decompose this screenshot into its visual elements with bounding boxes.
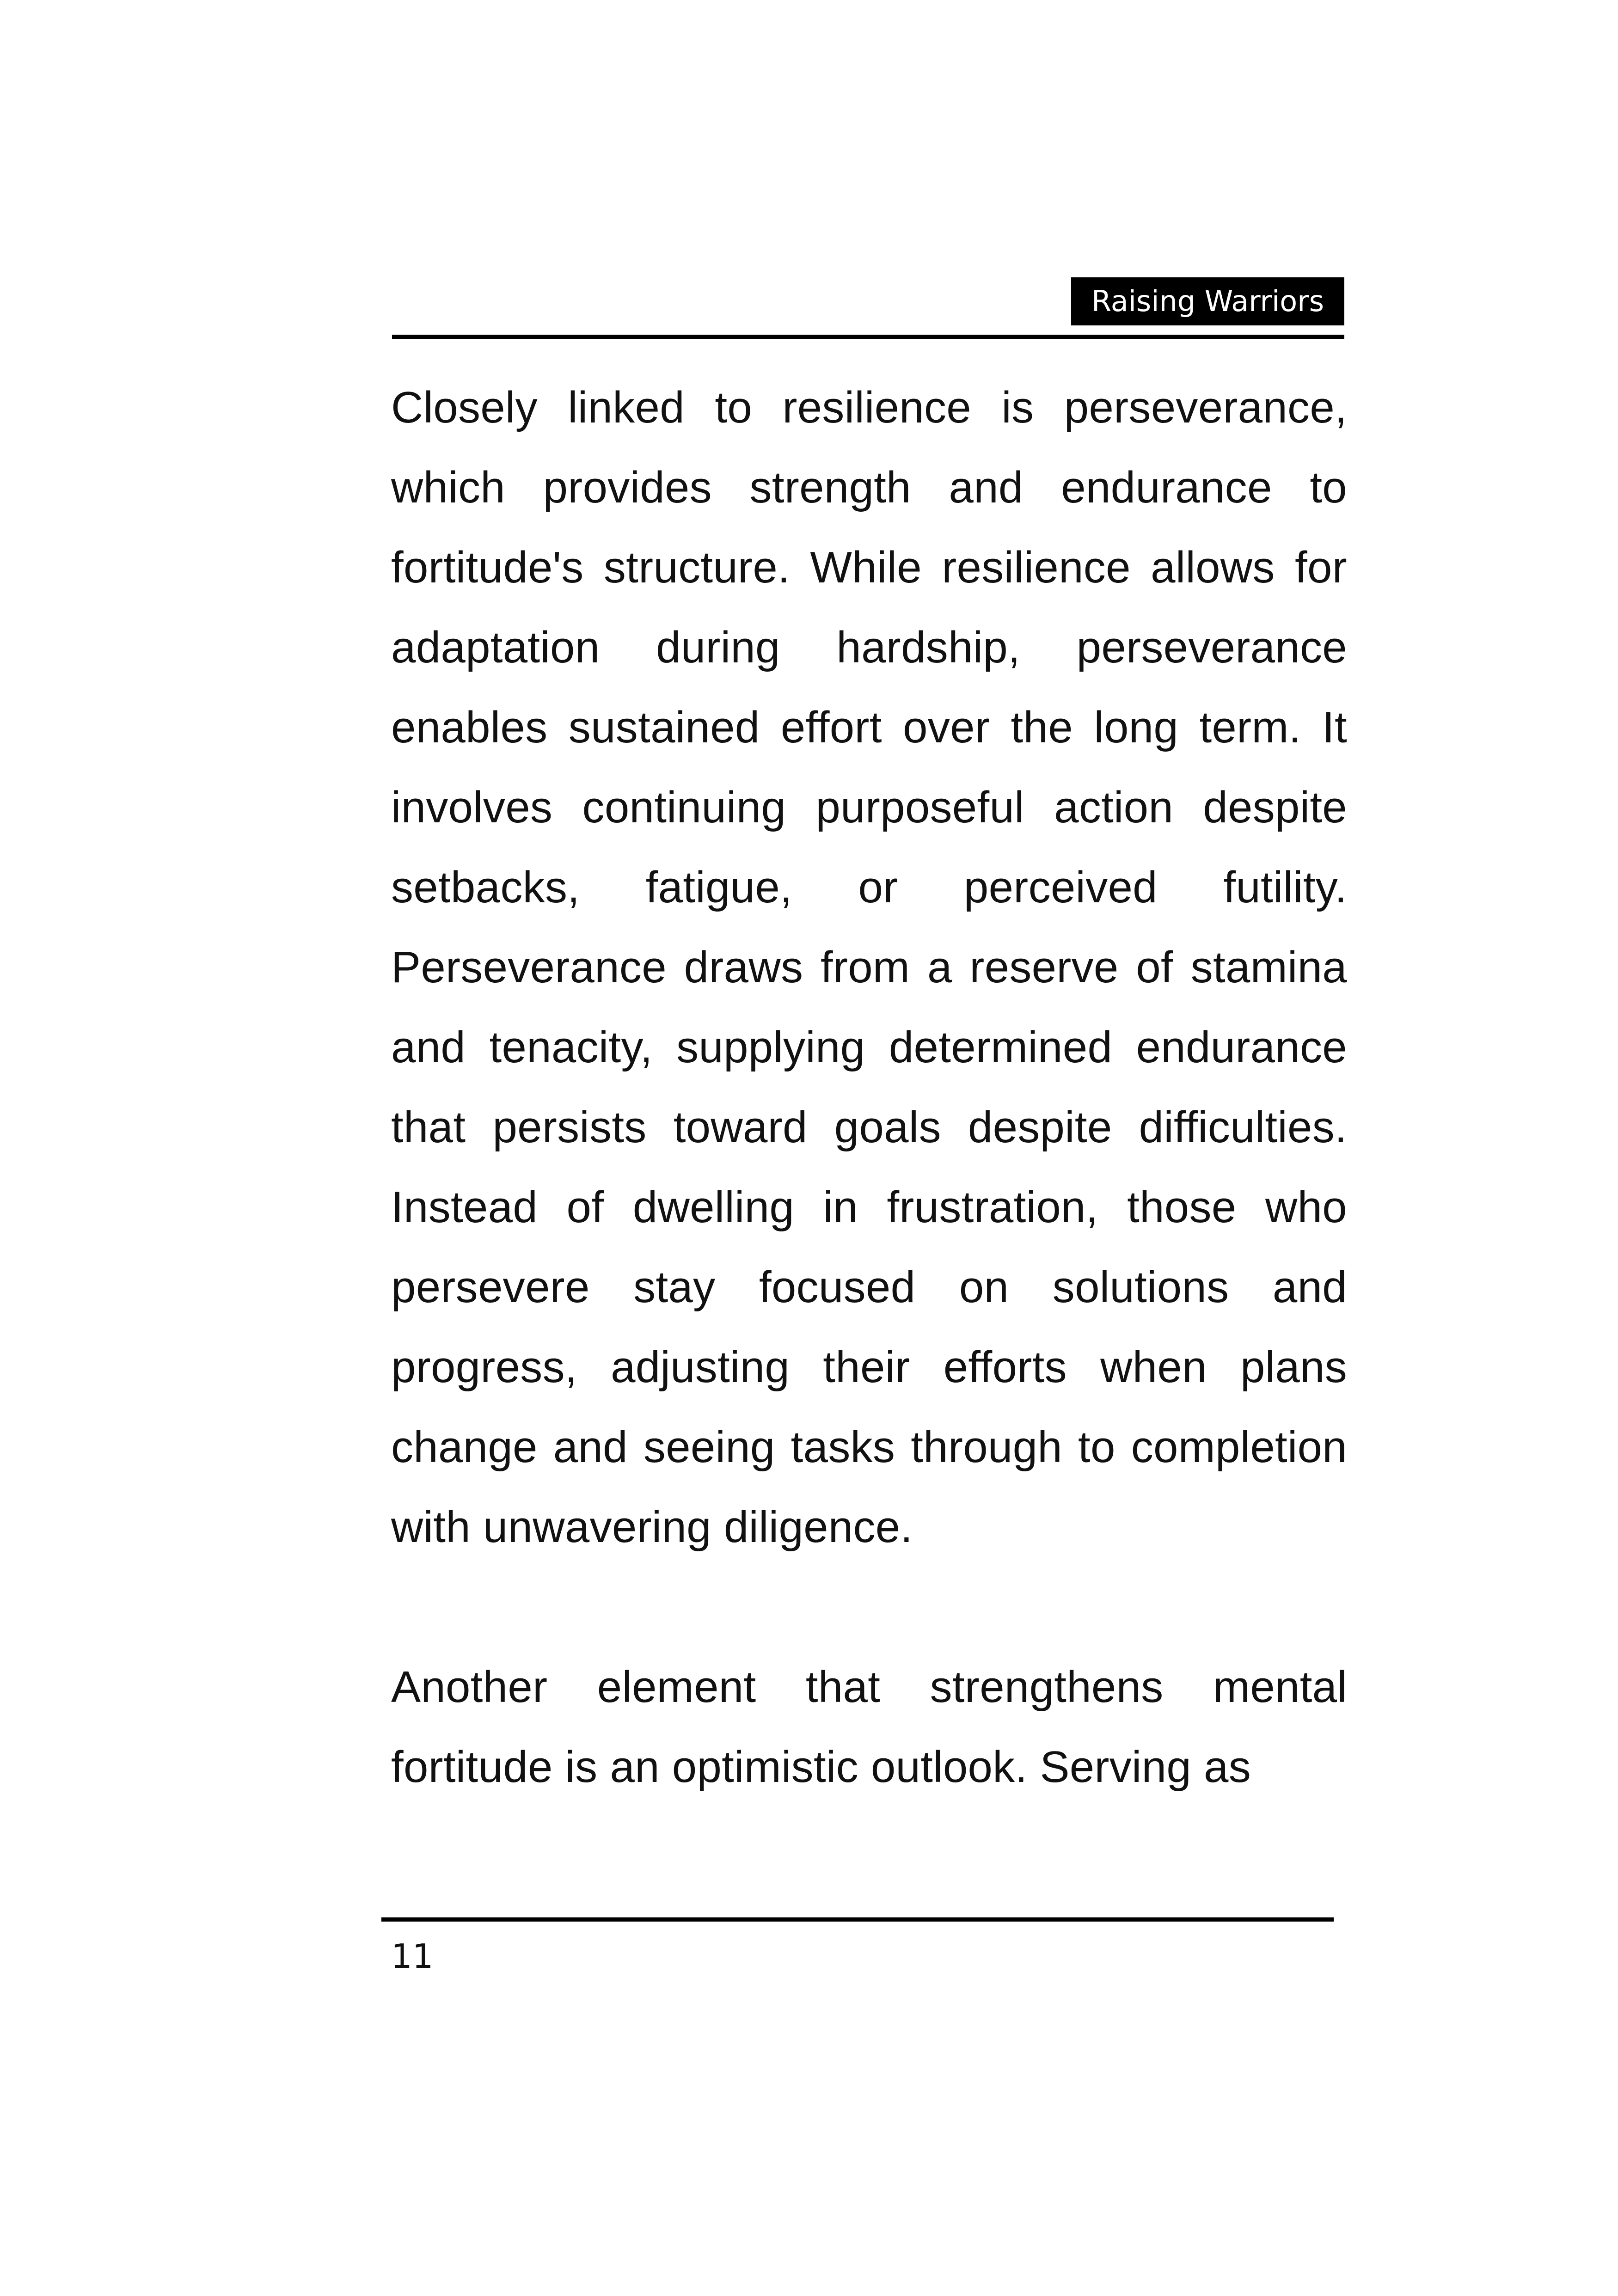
running-header	[392, 277, 1344, 342]
page-number: 11	[391, 1937, 434, 1976]
running-title: Raising Warriors	[1071, 277, 1344, 325]
footer-rule	[381, 1917, 1334, 1922]
header-rule	[392, 335, 1344, 339]
body-text	[391, 367, 1347, 1807]
paragraph: Another element that strengthens mental fortitude is an optimistic outlook. Serving as	[391, 1662, 1347, 1792]
paragraph: Closely linked to resilience is perseverance, which provides strength and endurance to fortitude's structure. While resilience allows for adaptation during hardship, perseverance enables sustained effort over the long term. It involves continuing purposeful action despite setbacks, fatigue, or perceived futility. Perseverance draws from a reserve of stamina and tenacity, supplying determined endurance that persists toward goals despite difficulties. Instead of dwelling in frustration, those who persevere stay focused on solutions and progress, adjusting their efforts when plans change and seeing tasks through to completion with unwavering diligence.	[391, 383, 1347, 1552]
